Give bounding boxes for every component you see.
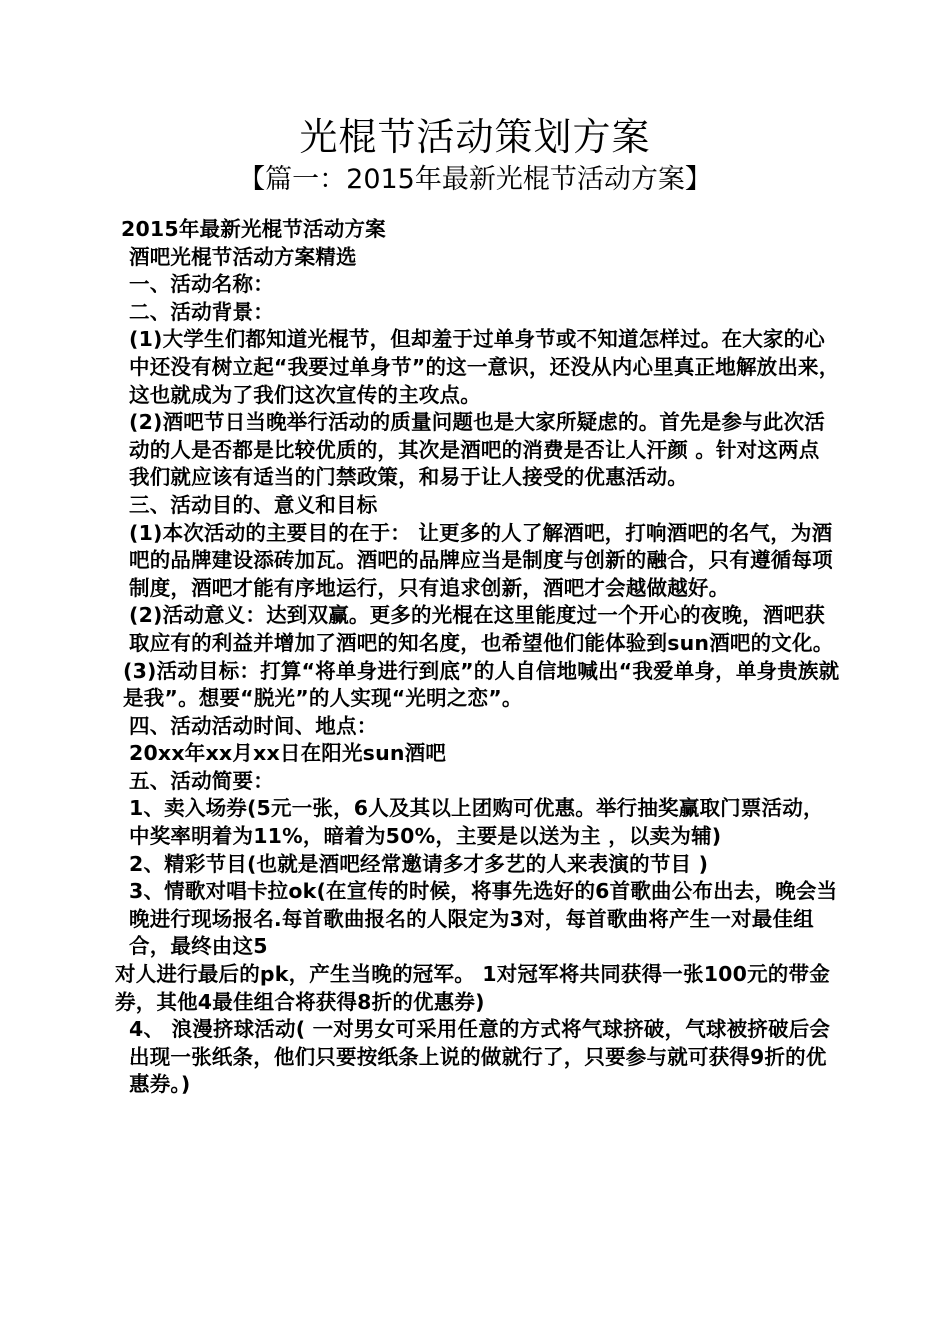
section-heading: 二、活动背景： [129, 299, 274, 324]
paragraph: 20xx年xx月xx日在阳光sun酒吧 [129, 741, 447, 766]
document-title: 光棍节活动策划方案 [299, 115, 651, 159]
section-heading: 一、活动名称： [129, 272, 274, 297]
section-heading: 五、活动简要： [129, 768, 274, 793]
paragraph: (3)活动目标：打算“将单身进行到底”的人自信地喊出“我爱单身，单身贵族就是我”。想要“脱光”的人实现“光明之恋”。 [123, 658, 840, 711]
paragraph: (1)本次活动的主要目的在于： 让更多的人了解酒吧，打响酒吧的名气，为酒吧的品牌建设添砖加瓦。酒吧的品牌应当是制度与创新的融合，只有遵循每项制度，酒吧才能有序地运行，只有追求创新，酒吧才会越做越好。 [129, 520, 833, 600]
list-item: 对人进行最后的pk，产生当晚的冠军。 1对冠军将共同获得一张100元的带金券，其他4最佳组合将获得8折的优惠券) [115, 962, 830, 1014]
paragraph: (2)活动意义：达到双赢。更多的光棍在这里能度过一个开心的夜晚，酒吧获取应有的利益并增加了酒吧的知名度，也希望他们能体验到sun酒吧的文化。 [129, 603, 834, 655]
document-subtitle: 【篇一：2015年最新光棍节活动方案】 [238, 164, 712, 195]
section-heading: 四、活动活动时间、地点： [129, 713, 378, 738]
document-body [115, 216, 840, 1099]
paragraph: (1)大学生们都知道光棍节，但却羞于过单身节或不知道怎样过。在大家的心中还没有树立起“我要过单身节”的这一意识，还没从内心里真正地解放出来，这也就成为了我们这次宣传的主攻点。 [129, 327, 840, 407]
list-item: 4、 浪漫挤球活动( 一对男女可采用任意的方式将气球挤破，气球被挤破后会出现一张纸条，他们只要按纸条上说的做就行了，只要参与就可获得9折的优惠券。) [129, 1017, 831, 1097]
list-item: 1、卖入场券(5元一张，6人及其以上团购可优惠。举行抽奖赢取门票活动，中奖率明着为11%，暗着为50%，主要是以送为主 ，以卖为辅) [129, 796, 824, 849]
section-heading: 酒吧光棍节活动方案精选 [129, 244, 357, 269]
paragraph: (2)酒吧节日当晚举行活动的质量问题也是大家所疑虑的。首先是参与此次活动的人是否都是比较优质的，其次是酒吧的消费是否让人汗颜 。针对这两点我们就应该有适当的门禁政策，和易于让人接受的优惠活动。 [129, 410, 826, 490]
list-item: 2、精彩节目(也就是酒吧经常邀请多才多艺的人来表演的节目 ) [129, 851, 709, 876]
list-item: 3、情歌对唱卡拉ok(在宣传的时候，将事先选好的6首歌曲公布出去，晚会当晚进行现场报名.每首歌曲报名的人限定为3对，每首歌曲将产生一对最佳组合，最终由这5 [129, 879, 838, 959]
section-heading: 2015年最新光棍节活动方案 [121, 217, 386, 241]
section-heading: 三、活动目的、意义和目标 [129, 492, 378, 517]
